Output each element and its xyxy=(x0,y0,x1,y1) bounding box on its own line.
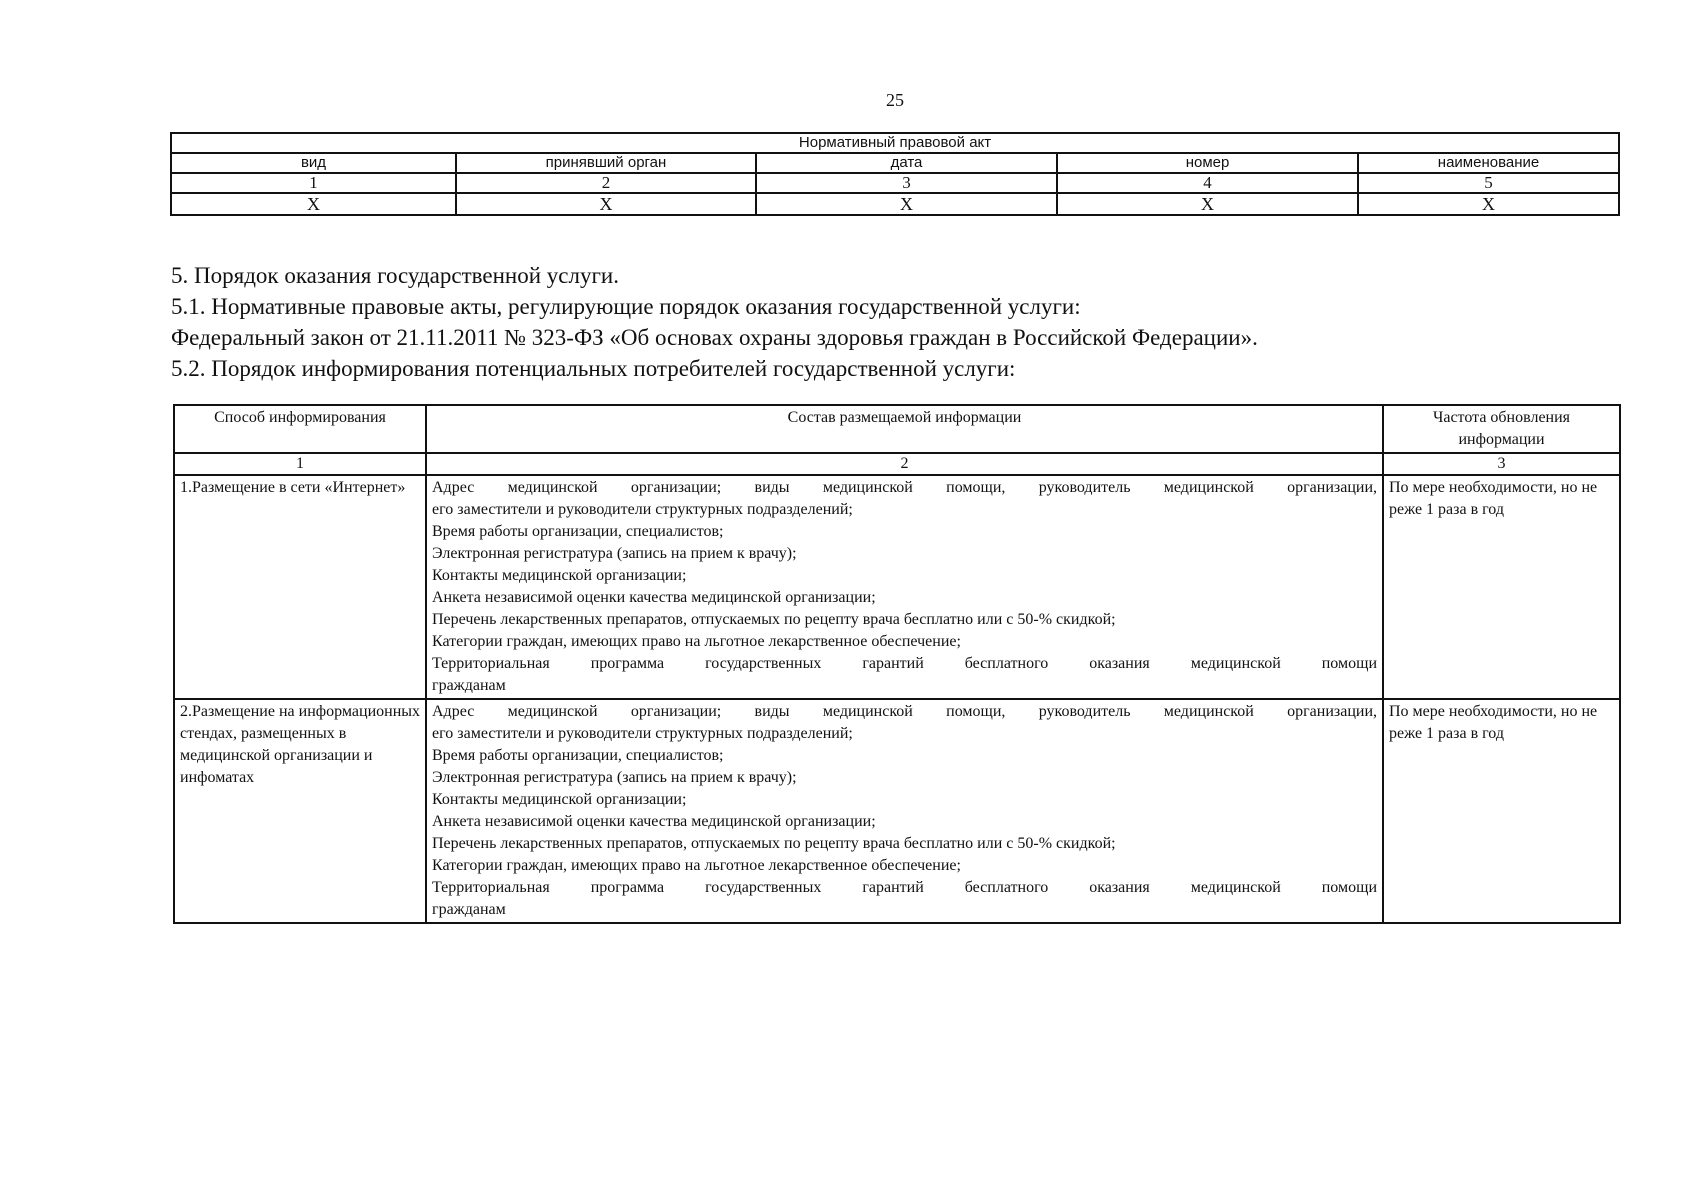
act-number-cell: 1 xyxy=(171,173,456,193)
info-method-cell: 1.Размещение в сети «Интернет» xyxy=(174,475,426,699)
act-number-cell: 4 xyxy=(1057,173,1358,193)
act-value-cell: Х xyxy=(1057,193,1358,215)
act-number-cell: 2 xyxy=(456,173,756,193)
act-number-cell: 5 xyxy=(1358,173,1619,193)
content-line: Анкета независимой оценки качества медицинской организации; xyxy=(432,589,876,606)
info-header-cell: Частота обновления информации xyxy=(1383,405,1620,453)
info-number-cell: 1 xyxy=(174,453,426,475)
content-line: Контакты медицинской организации; xyxy=(432,567,687,584)
act-number-cell: 3 xyxy=(756,173,1057,193)
section-text xyxy=(171,260,1258,384)
content-line: гражданам xyxy=(432,677,506,694)
act-header-cell: вид xyxy=(171,153,456,173)
subsection-5-1: 5.1. Нормативные правовые акты, регулирующие порядок оказания государственной услуги: xyxy=(171,294,1081,319)
act-header-cell: наименование xyxy=(1358,153,1619,173)
info-header-cell: Способ информирования xyxy=(174,405,426,453)
content-line: Электронная регистратура (запись на прием к врачу); xyxy=(432,769,797,786)
content-line: Адрес медицинской организации; виды медицинской помощи, руководитель медицинской организации, xyxy=(432,479,1377,496)
act-value-cell: Х xyxy=(171,193,456,215)
info-frequency-cell: По мере необходимости, но не реже 1 раза в год xyxy=(1383,699,1620,923)
page-number: 25 xyxy=(886,90,904,110)
act-value-cell: Х xyxy=(456,193,756,215)
act-header-cell: принявший орган xyxy=(456,153,756,173)
content-line: Анкета независимой оценки качества медицинской организации; xyxy=(432,813,876,830)
content-line: Территориальная программа государственных гарантий бесплатного оказания медицинской помощи xyxy=(432,655,1377,672)
section-heading: 5. Порядок оказания государственной услуги. xyxy=(171,263,619,288)
table-row xyxy=(174,699,1620,923)
act-table-title-row xyxy=(171,133,1619,153)
act-value-cell: Х xyxy=(756,193,1057,215)
act-header-cell: дата xyxy=(756,153,1057,173)
info-content-cell xyxy=(426,475,1383,699)
subsection-5-2: 5.2. Порядок информирования потенциальных потребителей государственной услуги: xyxy=(171,356,1016,381)
content-line: Контакты медицинской организации; xyxy=(432,791,687,808)
info-method-cell: 2.Размещение на информационных стендах, размещенных в медицинской организации и инфоматах xyxy=(174,699,426,923)
act-header-cell: номер xyxy=(1057,153,1358,173)
info-number-cell: 3 xyxy=(1383,453,1620,475)
act-value-cell: Х xyxy=(1358,193,1619,215)
content-line: гражданам xyxy=(432,901,506,918)
info-table-number-row xyxy=(174,453,1620,475)
content-line: его заместители и руководители структурных подразделений; xyxy=(432,501,853,518)
informing-order-table xyxy=(173,404,1621,924)
info-header-cell: Состав размещаемой информации xyxy=(426,405,1383,453)
act-table-title: Нормативный правовой акт xyxy=(171,133,1619,153)
info-content-cell xyxy=(426,699,1383,923)
act-table-number-row xyxy=(171,173,1619,193)
content-line: его заместители и руководители структурных подразделений; xyxy=(432,725,853,742)
normative-act-table xyxy=(170,132,1620,216)
content-line: Категории граждан, имеющих право на льготное лекарственное обеспечение; xyxy=(432,633,961,650)
content-line: Время работы организации, специалистов; xyxy=(432,523,724,540)
info-frequency-cell: По мере необходимости, но не реже 1 раза в год xyxy=(1383,475,1620,699)
act-table-value-row xyxy=(171,193,1619,215)
table-row xyxy=(174,475,1620,699)
content-line: Электронная регистратура (запись на прием к врачу); xyxy=(432,545,797,562)
content-line: Адрес медицинской организации; виды медицинской помощи, руководитель медицинской организации, xyxy=(432,703,1377,720)
content-line: Перечень лекарственных препаратов, отпускаемых по рецепту врача бесплатно или с 50-% скидкой; xyxy=(432,835,1116,852)
act-table-header-row xyxy=(171,153,1619,173)
federal-law-reference: Федеральный закон от 21.11.2011 № 323-ФЗ «Об основах охраны здоровья граждан в Российской Федерации». xyxy=(171,325,1258,350)
content-line: Время работы организации, специалистов; xyxy=(432,747,724,764)
content-line: Перечень лекарственных препаратов, отпускаемых по рецепту врача бесплатно или с 50-% скидкой; xyxy=(432,611,1116,628)
content-line: Территориальная программа государственных гарантий бесплатного оказания медицинской помощи xyxy=(432,879,1377,896)
info-table-header-row xyxy=(174,405,1620,453)
info-number-cell: 2 xyxy=(426,453,1383,475)
content-line: Категории граждан, имеющих право на льготное лекарственное обеспечение; xyxy=(432,857,961,874)
